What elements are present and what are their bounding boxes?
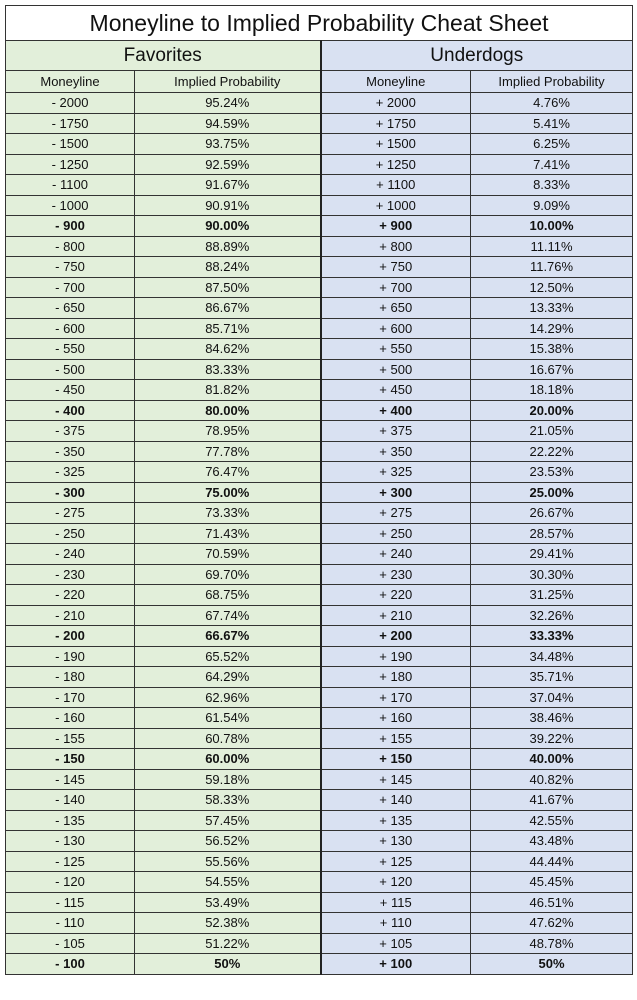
favorites-moneyline-cell: - 170 <box>6 687 135 708</box>
table-row <box>6 851 633 872</box>
underdogs-probability-cell: 20.00% <box>471 400 633 421</box>
favorites-moneyline-cell: - 450 <box>6 380 135 401</box>
table-row <box>6 831 633 852</box>
favorites-probability-cell: 93.75% <box>135 134 321 155</box>
favorites-probability-cell: 84.62% <box>135 339 321 360</box>
table-row <box>6 236 633 257</box>
table-row <box>6 667 633 688</box>
favorites-probability-cell: 59.18% <box>135 769 321 790</box>
favorites-probability-cell: 69.70% <box>135 564 321 585</box>
table-row <box>6 913 633 934</box>
table-row <box>6 810 633 831</box>
favorites-probability-cell: 53.49% <box>135 892 321 913</box>
favorites-moneyline-cell: - 135 <box>6 810 135 831</box>
favorites-moneyline-cell: - 160 <box>6 708 135 729</box>
underdogs-moneyline-cell: + 275 <box>321 503 471 524</box>
underdogs-probability-cell: 12.50% <box>471 277 633 298</box>
table-row <box>6 544 633 565</box>
favorites-probability-cell: 60.78% <box>135 728 321 749</box>
underdogs-moneyline-cell: + 1250 <box>321 154 471 175</box>
underdogs-probability-cell: 22.22% <box>471 441 633 462</box>
table-row <box>6 113 633 134</box>
underdogs-probability-cell: 50% <box>471 954 633 975</box>
underdogs-moneyline-cell: + 2000 <box>321 93 471 114</box>
table-row <box>6 687 633 708</box>
favorites-moneyline-cell: - 1100 <box>6 175 135 196</box>
underdogs-moneyline-cell: + 300 <box>321 482 471 503</box>
favorites-moneyline-cell: - 150 <box>6 749 135 770</box>
favorites-moneyline-cell: - 800 <box>6 236 135 257</box>
table-row <box>6 380 633 401</box>
table-row <box>6 708 633 729</box>
favorites-probability-cell: 95.24% <box>135 93 321 114</box>
underdogs-moneyline-cell: + 375 <box>321 421 471 442</box>
underdogs-probability-cell: 47.62% <box>471 913 633 934</box>
favorites-moneyline-cell: - 120 <box>6 872 135 893</box>
table-row <box>6 523 633 544</box>
favorites-moneyline-cell: - 1500 <box>6 134 135 155</box>
favorites-probability-cell: 56.52% <box>135 831 321 852</box>
favorites-probability-cell: 57.45% <box>135 810 321 831</box>
favorites-probability-cell: 77.78% <box>135 441 321 462</box>
favorites-moneyline-cell: - 750 <box>6 257 135 278</box>
underdogs-moneyline-cell: + 150 <box>321 749 471 770</box>
favorites-probability-cell: 88.89% <box>135 236 321 257</box>
underdogs-probability-cell: 40.82% <box>471 769 633 790</box>
sheet-title: Moneyline to Implied Probability Cheat Sheet <box>6 6 633 41</box>
underdogs-moneyline-cell: + 135 <box>321 810 471 831</box>
underdogs-moneyline-cell: + 190 <box>321 646 471 667</box>
underdogs-moneyline-cell: + 210 <box>321 605 471 626</box>
favorites-moneyline-cell: - 1250 <box>6 154 135 175</box>
underdogs-probability-cell: 26.67% <box>471 503 633 524</box>
favorites-probability-cell: 86.67% <box>135 298 321 319</box>
underdogs-moneyline-cell: + 500 <box>321 359 471 380</box>
underdogs-moneyline-cell: + 220 <box>321 585 471 606</box>
favorites-moneyline-cell: - 130 <box>6 831 135 852</box>
underdogs-moneyline-cell: + 110 <box>321 913 471 934</box>
table-row <box>6 769 633 790</box>
favorites-probability-cell: 92.59% <box>135 154 321 175</box>
underdogs-probability-cell: 9.09% <box>471 195 633 216</box>
cheat-sheet-table <box>5 5 633 975</box>
favorites-probability-cell: 51.22% <box>135 933 321 954</box>
underdogs-moneyline-cell: + 140 <box>321 790 471 811</box>
underdogs-probability-cell: 42.55% <box>471 810 633 831</box>
underdogs-probability-cell: 29.41% <box>471 544 633 565</box>
underdogs-moneyline-cell: + 325 <box>321 462 471 483</box>
underdogs-moneyline-cell: + 900 <box>321 216 471 237</box>
underdogs-probability-cell: 28.57% <box>471 523 633 544</box>
favorites-probability-cell: 60.00% <box>135 749 321 770</box>
favorites-moneyline-cell: - 100 <box>6 954 135 975</box>
favorites-moneyline-cell: - 400 <box>6 400 135 421</box>
favorites-probability-header: Implied Probability <box>135 71 321 93</box>
underdogs-probability-cell: 23.53% <box>471 462 633 483</box>
underdogs-probability-cell: 18.18% <box>471 380 633 401</box>
underdogs-probability-cell: 15.38% <box>471 339 633 360</box>
table-row <box>6 257 633 278</box>
favorites-probability-cell: 67.74% <box>135 605 321 626</box>
favorites-moneyline-cell: - 900 <box>6 216 135 237</box>
favorites-probability-cell: 62.96% <box>135 687 321 708</box>
underdogs-probability-cell: 31.25% <box>471 585 633 606</box>
favorites-probability-cell: 68.75% <box>135 585 321 606</box>
favorites-moneyline-cell: - 2000 <box>6 93 135 114</box>
favorites-moneyline-cell: - 125 <box>6 851 135 872</box>
underdogs-probability-cell: 43.48% <box>471 831 633 852</box>
underdogs-probability-cell: 38.46% <box>471 708 633 729</box>
underdogs-probability-cell: 10.00% <box>471 216 633 237</box>
underdogs-moneyline-cell: + 125 <box>321 851 471 872</box>
favorites-moneyline-cell: - 650 <box>6 298 135 319</box>
underdogs-probability-cell: 16.67% <box>471 359 633 380</box>
favorites-probability-cell: 52.38% <box>135 913 321 934</box>
table-row <box>6 749 633 770</box>
underdogs-moneyline-cell: + 240 <box>321 544 471 565</box>
table-row <box>6 933 633 954</box>
favorites-moneyline-cell: - 145 <box>6 769 135 790</box>
favorites-moneyline-cell: - 600 <box>6 318 135 339</box>
favorites-probability-cell: 90.00% <box>135 216 321 237</box>
underdogs-probability-cell: 33.33% <box>471 626 633 647</box>
favorites-moneyline-cell: - 550 <box>6 339 135 360</box>
underdogs-probability-cell: 7.41% <box>471 154 633 175</box>
table-row <box>6 872 633 893</box>
underdogs-probability-cell: 13.33% <box>471 298 633 319</box>
underdogs-moneyline-cell: + 750 <box>321 257 471 278</box>
underdogs-probability-cell: 11.11% <box>471 236 633 257</box>
underdogs-moneyline-cell: + 700 <box>321 277 471 298</box>
table-row <box>6 441 633 462</box>
favorites-probability-cell: 71.43% <box>135 523 321 544</box>
underdogs-moneyline-cell: + 120 <box>321 872 471 893</box>
table-row <box>6 298 633 319</box>
favorites-moneyline-cell: - 230 <box>6 564 135 585</box>
underdogs-moneyline-cell: + 200 <box>321 626 471 647</box>
underdogs-moneyline-cell: + 160 <box>321 708 471 729</box>
underdogs-probability-cell: 37.04% <box>471 687 633 708</box>
underdogs-probability-cell: 40.00% <box>471 749 633 770</box>
underdogs-moneyline-cell: + 350 <box>321 441 471 462</box>
table-row <box>6 318 633 339</box>
favorites-probability-cell: 75.00% <box>135 482 321 503</box>
underdogs-probability-cell: 25.00% <box>471 482 633 503</box>
underdogs-probability-cell: 32.26% <box>471 605 633 626</box>
underdogs-probability-cell: 39.22% <box>471 728 633 749</box>
favorites-probability-cell: 54.55% <box>135 872 321 893</box>
underdogs-moneyline-cell: + 170 <box>321 687 471 708</box>
favorites-header: Favorites <box>6 41 321 71</box>
underdogs-probability-cell: 4.76% <box>471 93 633 114</box>
favorites-moneyline-cell: - 190 <box>6 646 135 667</box>
favorites-moneyline-cell: - 110 <box>6 913 135 934</box>
underdogs-probability-cell: 41.67% <box>471 790 633 811</box>
favorites-probability-cell: 87.50% <box>135 277 321 298</box>
favorites-moneyline-cell: - 180 <box>6 667 135 688</box>
underdogs-probability-cell: 30.30% <box>471 564 633 585</box>
favorites-moneyline-cell: - 300 <box>6 482 135 503</box>
table-row <box>6 503 633 524</box>
table-row <box>6 93 633 114</box>
favorites-moneyline-header: Moneyline <box>6 71 135 93</box>
favorites-moneyline-cell: - 700 <box>6 277 135 298</box>
underdogs-moneyline-cell: + 1500 <box>321 134 471 155</box>
underdogs-moneyline-cell: + 130 <box>321 831 471 852</box>
table-row <box>6 175 633 196</box>
favorites-moneyline-cell: - 155 <box>6 728 135 749</box>
underdogs-moneyline-cell: + 600 <box>321 318 471 339</box>
favorites-moneyline-cell: - 220 <box>6 585 135 606</box>
table-body <box>6 93 633 975</box>
favorites-probability-cell: 61.54% <box>135 708 321 729</box>
favorites-probability-cell: 80.00% <box>135 400 321 421</box>
favorites-probability-cell: 76.47% <box>135 462 321 483</box>
underdogs-moneyline-cell: + 800 <box>321 236 471 257</box>
favorites-moneyline-cell: - 200 <box>6 626 135 647</box>
favorites-probability-cell: 66.67% <box>135 626 321 647</box>
table-row <box>6 728 633 749</box>
table-row <box>6 216 633 237</box>
favorites-probability-cell: 78.95% <box>135 421 321 442</box>
favorites-moneyline-cell: - 500 <box>6 359 135 380</box>
table-row <box>6 482 633 503</box>
underdogs-moneyline-cell: + 1100 <box>321 175 471 196</box>
favorites-probability-cell: 91.67% <box>135 175 321 196</box>
underdogs-probability-cell: 5.41% <box>471 113 633 134</box>
underdogs-probability-cell: 14.29% <box>471 318 633 339</box>
favorites-moneyline-cell: - 105 <box>6 933 135 954</box>
underdogs-moneyline-cell: + 450 <box>321 380 471 401</box>
favorites-probability-cell: 81.82% <box>135 380 321 401</box>
table-row <box>6 790 633 811</box>
underdogs-probability-cell: 45.45% <box>471 872 633 893</box>
favorites-moneyline-cell: - 275 <box>6 503 135 524</box>
favorites-probability-cell: 83.33% <box>135 359 321 380</box>
table-row <box>6 564 633 585</box>
underdogs-probability-cell: 34.48% <box>471 646 633 667</box>
underdogs-probability-header: Implied Probability <box>471 71 633 93</box>
underdogs-header: Underdogs <box>321 41 633 71</box>
table-row <box>6 154 633 175</box>
underdogs-probability-cell: 46.51% <box>471 892 633 913</box>
underdogs-probability-cell: 21.05% <box>471 421 633 442</box>
underdogs-moneyline-cell: + 105 <box>321 933 471 954</box>
underdogs-moneyline-cell: + 400 <box>321 400 471 421</box>
table-row <box>6 134 633 155</box>
favorites-probability-cell: 88.24% <box>135 257 321 278</box>
underdogs-moneyline-cell: + 100 <box>321 954 471 975</box>
underdogs-moneyline-cell: + 145 <box>321 769 471 790</box>
table-row <box>6 359 633 380</box>
favorites-probability-cell: 58.33% <box>135 790 321 811</box>
table-row <box>6 277 633 298</box>
favorites-probability-cell: 94.59% <box>135 113 321 134</box>
table-row <box>6 605 633 626</box>
table-row <box>6 421 633 442</box>
table-row <box>6 646 633 667</box>
underdogs-probability-cell: 11.76% <box>471 257 633 278</box>
table-row <box>6 462 633 483</box>
table-row <box>6 339 633 360</box>
table-row <box>6 400 633 421</box>
favorites-probability-cell: 70.59% <box>135 544 321 565</box>
underdogs-probability-cell: 44.44% <box>471 851 633 872</box>
favorites-probability-cell: 64.29% <box>135 667 321 688</box>
favorites-probability-cell: 65.52% <box>135 646 321 667</box>
underdogs-probability-cell: 48.78% <box>471 933 633 954</box>
underdogs-probability-cell: 35.71% <box>471 667 633 688</box>
underdogs-moneyline-cell: + 180 <box>321 667 471 688</box>
favorites-moneyline-cell: - 210 <box>6 605 135 626</box>
table-row <box>6 892 633 913</box>
underdogs-moneyline-cell: + 230 <box>321 564 471 585</box>
table-row <box>6 195 633 216</box>
favorites-moneyline-cell: - 1000 <box>6 195 135 216</box>
favorites-moneyline-cell: - 115 <box>6 892 135 913</box>
underdogs-probability-cell: 8.33% <box>471 175 633 196</box>
favorites-moneyline-cell: - 1750 <box>6 113 135 134</box>
favorites-moneyline-cell: - 325 <box>6 462 135 483</box>
favorites-probability-cell: 55.56% <box>135 851 321 872</box>
underdogs-moneyline-cell: + 115 <box>321 892 471 913</box>
table-row <box>6 585 633 606</box>
underdogs-moneyline-cell: + 650 <box>321 298 471 319</box>
favorites-probability-cell: 90.91% <box>135 195 321 216</box>
underdogs-moneyline-cell: + 1000 <box>321 195 471 216</box>
favorites-moneyline-cell: - 240 <box>6 544 135 565</box>
favorites-probability-cell: 85.71% <box>135 318 321 339</box>
table-row <box>6 626 633 647</box>
favorites-moneyline-cell: - 350 <box>6 441 135 462</box>
underdogs-moneyline-cell: + 550 <box>321 339 471 360</box>
favorites-moneyline-cell: - 140 <box>6 790 135 811</box>
table-row <box>6 954 633 975</box>
underdogs-moneyline-cell: + 250 <box>321 523 471 544</box>
underdogs-moneyline-header: Moneyline <box>321 71 471 93</box>
underdogs-moneyline-cell: + 1750 <box>321 113 471 134</box>
underdogs-probability-cell: 6.25% <box>471 134 633 155</box>
favorites-moneyline-cell: - 250 <box>6 523 135 544</box>
underdogs-moneyline-cell: + 155 <box>321 728 471 749</box>
favorites-probability-cell: 50% <box>135 954 321 975</box>
favorites-probability-cell: 73.33% <box>135 503 321 524</box>
favorites-moneyline-cell: - 375 <box>6 421 135 442</box>
